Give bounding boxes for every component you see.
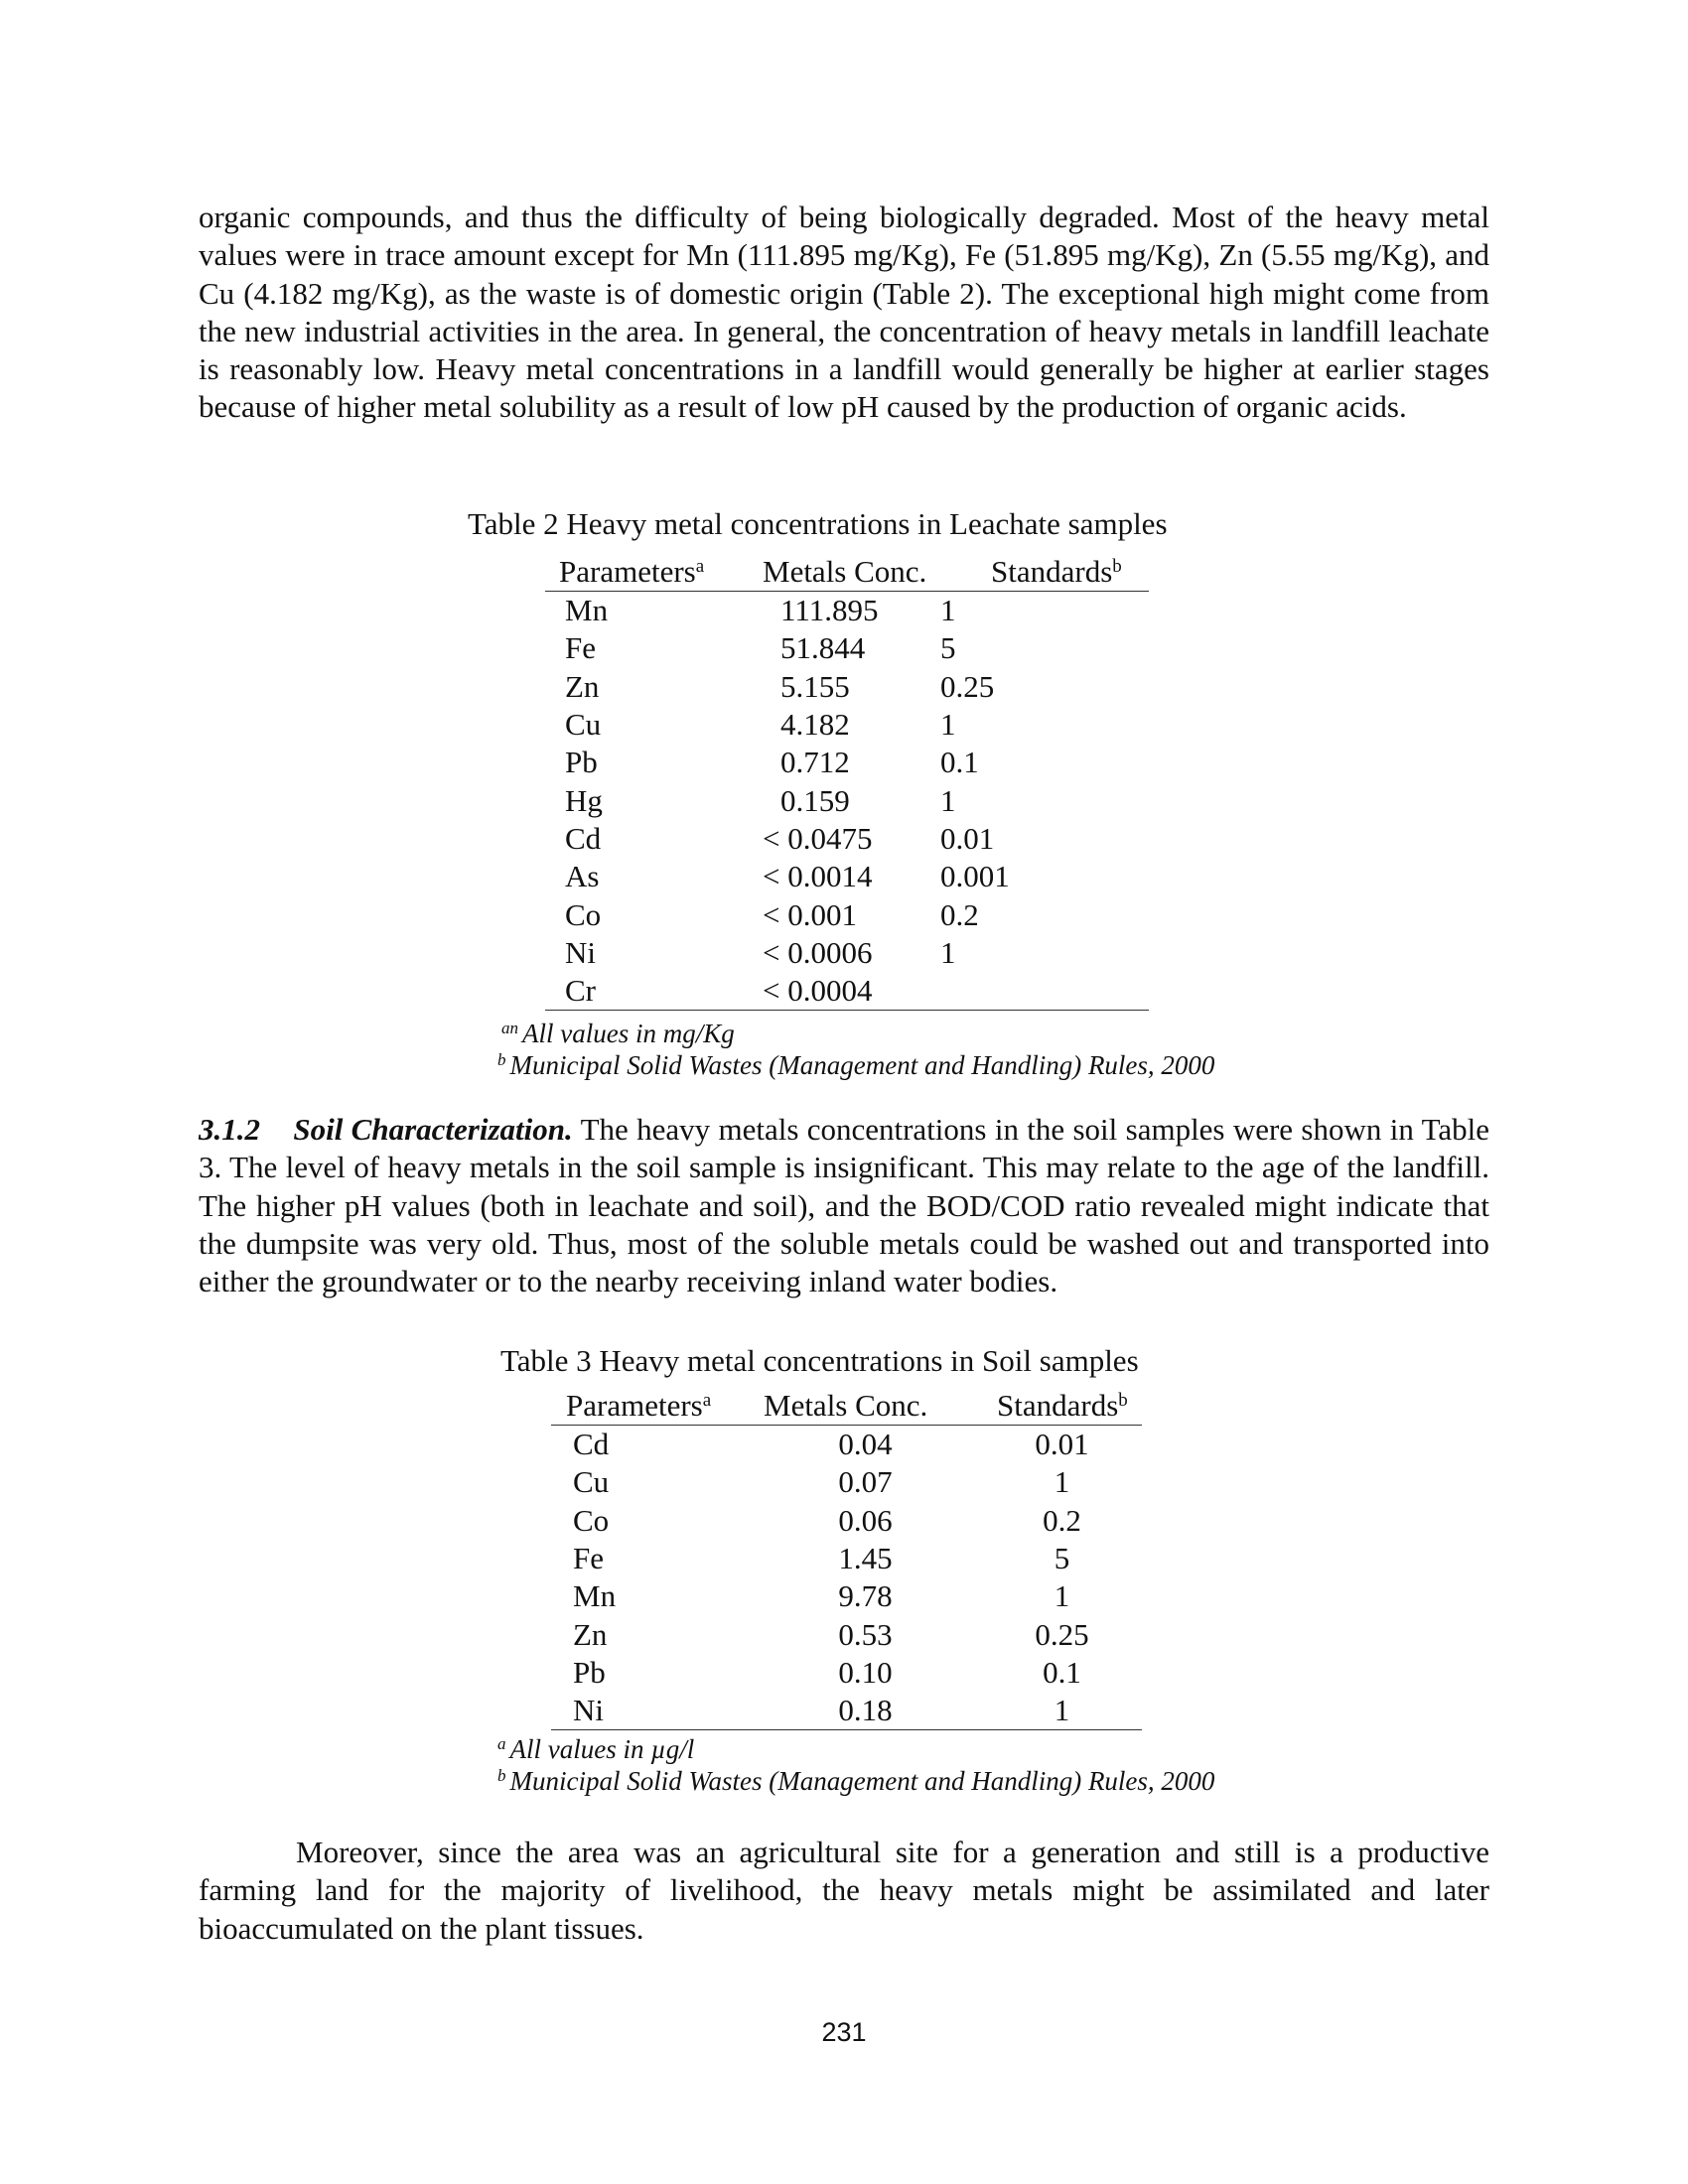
table-row [545,895,1149,933]
metals-conc-cell: 51.844 [780,630,866,666]
metals-conc-cell: 0.18 [759,1692,972,1730]
metals-conc-cell: 0.10 [838,1654,893,1690]
table2-leachate-metals [545,553,1149,1011]
metals-conc-cell: 9.78 [838,1578,893,1614]
standard-cell: 0.1 [1043,1654,1081,1690]
standard-cell: 1 [940,593,956,628]
standard-cell: 0.01 [940,820,995,856]
table-row [545,934,1149,972]
metals-conc-header: Metals Conc. [751,553,968,592]
metals-conc-cell: 0.04 [838,1427,893,1462]
metals-conc-cell: < 0.001 [763,896,857,932]
parameter-cell: Pb [565,745,598,780]
parameter-cell: Cd [565,820,602,856]
standard-cell: 5 [1054,1541,1070,1576]
metals-conc-cell: 0.159 [780,782,850,818]
table3-header-row [551,1387,1142,1426]
metals-conc-cell: 4.182 [780,707,850,743]
metals-conc-cell: < 0.0475 [763,820,873,856]
table-row [545,592,1149,630]
metals-conc-cell: 0.07 [838,1464,893,1500]
parameter-cell: Fe [565,630,596,666]
table-row [545,858,1149,895]
standard-cell: 0.001 [940,859,1010,894]
table-row [545,668,1149,706]
metals-conc-cell: 0.53 [838,1616,893,1652]
table-row [551,1502,1142,1540]
metals-conc-cell: < 0.0014 [763,859,873,894]
table2-caption: Table 2 Heavy metal concentrations in Leachate samples [468,506,1168,541]
parameter-cell: Ni [551,1692,749,1730]
parameter-cell: Mn [573,1578,617,1614]
standard-cell: 1 [940,782,956,818]
soil-paragraph-body: The heavy metals concentrations in the soil samples were shown in Table 3. The level of heavy metals in the soil sample is insignificant. This may relate to the age of the landfill. The higher pH values (both in leachate and soil), and the BOD/COD ratio revealed might indicate that the dumpsite was very old. Thus, most of the soluble metals could be washed out and transported into either the groundwater or to the nearby receiving inland water bodies. [199,1112,1490,1299]
table3-soil-metals [551,1387,1142,1730]
parameter-cell: Cu [565,707,602,743]
table-row [551,1577,1142,1615]
table2-header-row [545,553,1149,592]
standard-cell: 1 [1054,1578,1070,1614]
page-number: 231 [821,2017,867,2047]
table3-footnote-a: $^a$ All values in µg/l [497,1734,695,1764]
standards-header: Standards$^b$ [962,1387,1142,1426]
standard-cell: 1 [1054,1464,1070,1500]
table-row [545,972,1149,1011]
parameter-cell: Cu [573,1464,610,1500]
metals-conc-cell: 0.712 [780,745,850,780]
standard-cell: 0.2 [940,896,979,932]
table-row [545,820,1149,858]
standard-cell: 1 [972,1692,1152,1730]
parameter-cell: Co [565,896,602,932]
metals-conc-cell: 5.155 [780,668,850,704]
standard-cell: 1 [940,934,956,970]
parameter-cell: Cd [573,1427,610,1462]
metals-conc-cell: 111.895 [780,593,879,628]
standard-cell: 0.1 [940,745,979,780]
table-row [545,744,1149,781]
metals-conc-cell: 1.45 [838,1541,893,1576]
parameters-header: Parameters$^a$ [551,1387,749,1426]
parameter-cell: Co [573,1502,610,1538]
standard-cell: 0.25 [1035,1616,1089,1652]
metals-conc-cell: 0.06 [838,1502,893,1538]
table-row [551,1654,1142,1692]
table2-footnote-a: $^{an}$ All values in mg/Kg [501,1019,735,1048]
standard-cell: 0.01 [1035,1427,1089,1462]
table-row [551,1463,1142,1501]
standards-header: Standards$^b$ [968,553,1149,592]
intro-paragraph: organic compounds, and thus the difficulty of being biologically degraded. Most of the heavy metal values were in trace amount except for Mn (111.895 mg/Kg), Fe (51.895 mg/Kg), Zn (5.55 mg/Kg), and Cu (4.182 mg/Kg), as the waste is of domestic origin (Table 2). The exceptional high might come from the new industrial activities in the area. In general, the concentration of heavy metals in landfill leachate is reasonably low. Heavy metal concentrations in a landfill would generally be higher at earlier stages because of higher metal solubility as a result of low pH caused by the production of organic acids. [199,200,1489,425]
section-number: 3.1.2 [199,1112,260,1147]
standard-cell: 1 [940,707,956,743]
parameter-cell: Zn [565,668,600,704]
table-row [551,1540,1142,1577]
standard-cell [940,972,1121,1011]
table-row [551,1426,1142,1464]
table-row [551,1615,1142,1653]
table2-footnote-b: $^b$ Municipal Solid Wastes (Management and Handling) Rules, 2000 [497,1050,1215,1080]
table-row [545,629,1149,667]
table-row [551,1692,1142,1730]
table3-caption: Table 3 Heavy metal concentrations in Soil samples [500,1343,1139,1378]
parameters-header: Parameters$^a$ [545,553,751,592]
parameter-cell: Zn [573,1616,608,1652]
parameter-cell: Fe [573,1541,604,1576]
parameter-cell: Cr [545,972,751,1011]
standard-cell: 0.2 [1043,1502,1081,1538]
parameter-cell: Mn [565,593,609,628]
parameter-cell: Ni [565,934,596,970]
parameter-cell: As [565,859,600,894]
standard-cell: 5 [940,630,956,666]
table-row [545,781,1149,819]
parameter-cell: Hg [565,782,603,818]
section-heading: Soil Characterization. [293,1112,573,1147]
soil-characterization-paragraph [199,1111,1489,1300]
standard-cell: 0.25 [940,668,995,704]
metals-conc-cell: < 0.0006 [763,934,873,970]
table-row [545,706,1149,744]
metals-conc-cell: < 0.0004 [751,972,968,1011]
closing-paragraph: Moreover, since the area was an agricultural site for a generation and still is a productive farming land for the majority of livelihood, the heavy metals might be assimilated and later bioaccumulated on the plant tissues. [199,1835,1489,1946]
table3-footnote-b: $^b$ Municipal Solid Wastes (Management and Handling) Rules, 2000 [497,1766,1215,1796]
metals-conc-header: Metals Conc. [749,1387,962,1426]
parameter-cell: Pb [573,1654,606,1690]
